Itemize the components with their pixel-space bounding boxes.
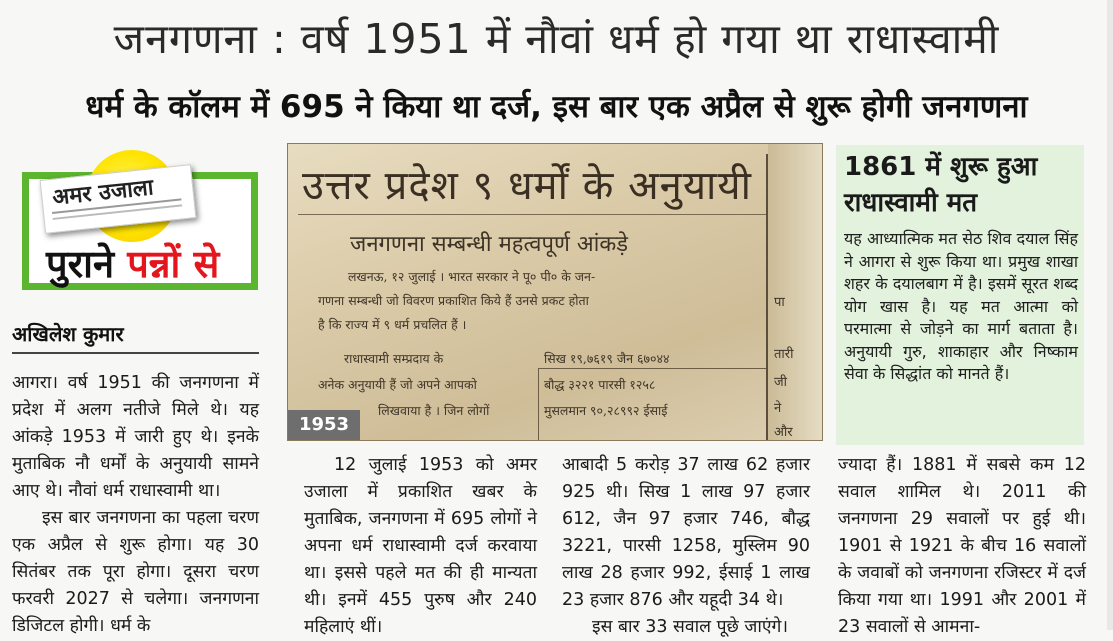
- byline-rule: [12, 352, 259, 354]
- clipping-line: लिखवाया है । जिन लोगों: [378, 403, 490, 418]
- clipping-line: है कि राज्य में ९ धर्म प्रचलित हैं ।: [318, 317, 467, 332]
- clipping-line: सिख १९,७६१९ जैन ६७०४४: [544, 351, 670, 366]
- logo-tagline: [46, 237, 219, 289]
- clipping-line: बौद्ध ३२२१ पारसी १२५८: [544, 377, 656, 392]
- archive-clipping-photo: [287, 143, 823, 441]
- logo-tagline-red: पन्नों से: [127, 242, 220, 286]
- clipping-rule: [298, 214, 768, 215]
- sidebar-box: [836, 145, 1084, 445]
- article-paragraph: 12 जुलाई 1953 को अमर उजाला में प्रकाशित खबर के मुताबिक, जनगणना में 695 लोगों ने अपना धर्म राधास्वामी दर्ज करवाया था। इससे पहले मत की ही मान्यता थी। इनमें 455 पुरुष और 240 महिलाएं थीं।: [304, 455, 537, 637]
- article-paragraph: इस बार 33 सवाल पूछे जाएंगे।: [592, 617, 789, 637]
- clipping-edge-text: पा: [774, 295, 785, 310]
- main-headline: जनगणना : वर्ष 1951 में नौवां धर्म हो गया था राधास्वामी: [113, 15, 1000, 63]
- sub-headline: धर्म के कॉलम में 695 ने किया था दर्ज, इस बार एक अप्रैल से शुरू होगी जनगणना: [85, 89, 1028, 125]
- clipping-line: अनेक अनुयायी हैं जो अपने आपको: [318, 377, 477, 392]
- clipping-edge-text: तारी: [774, 347, 794, 362]
- clipping-line: राधास्वामी सम्प्रदाय के: [344, 351, 444, 366]
- article-column-4: [838, 452, 1086, 641]
- clipping-edge-text: और: [774, 425, 793, 440]
- clipping-title: उत्तर प्रदेश ९ धर्मों के अनुयायी: [302, 163, 752, 209]
- article-paragraph: ज्यादा हैं। 1881 में सबसे कम 12 सवाल शामिल थे। 2011 की जनगणना 29 सवालों पर हुई थी। 1901 से 1921 के बीच 16 सवालों के जवाबों को जनगणना रजिस्टर में दर्ज किया गया था। 1991 और 2001 में 23 सवालों से आमना-: [838, 455, 1086, 637]
- article-paragraph: आगरा। वर्ष 1951 की जनगणना में प्रदेश में अलग नतीजे मिले थे। यह आंकड़े 1953 में जारी हुए थे। इनके मुताबिक नौ धर्मों के अनुयायी सामने आए थे। नौवां धर्म राधास्वामी था।: [12, 373, 259, 501]
- article-column-2: [304, 452, 537, 641]
- byline: अखिलेश कुमार: [12, 322, 124, 346]
- clipping-subtitle: जनगणना सम्बन्धी महत्वपूर्ण आंकड़े: [350, 232, 629, 257]
- clipping-edge-text: ने: [774, 401, 782, 416]
- page-edge: [1107, 0, 1113, 630]
- clipping-line: मुसलमान ९०,२८९९२ ईसाई: [544, 403, 668, 418]
- clipping-edge: [768, 144, 822, 440]
- clipping-line: लखनऊ, १२ जुलाई । भारत सरकार ने पू० पी० के जन-: [348, 269, 596, 284]
- clipping-line: गणना सम्बन्धी जो विवरण प्रकाशित किये हैं उनसे प्रकट होता: [318, 293, 589, 308]
- logo-tagline-black: पुराने: [46, 242, 128, 286]
- article-column-3: [562, 452, 810, 641]
- sidebar-title: 1861 में शुरू हुआ राधास्वामी मत: [844, 152, 1038, 218]
- photo-caption-year: 1953: [288, 410, 360, 440]
- clipping-edge-text: जी: [774, 375, 788, 390]
- article-column-1: [12, 370, 259, 640]
- clipping-table-box: [538, 368, 776, 441]
- article-paragraph: आबादी 5 करोड़ 37 लाख 62 हजार 925 थी। सिख 1 लाख 97 हजार 612, जैन 97 हजार 746, बौद्ध 3221, पारसी 1258, मुस्लिम 90 लाख 28 हजार 992, ईसाई 1 लाख 23 हजार 876 और यहूदी 34 थे।: [562, 455, 810, 610]
- logo-brand: अमर उजाला: [51, 175, 155, 211]
- sidebar-body: यह आध्यात्मिक मत सेठ शिव दयाल सिंह ने आगरा से शुरू किया था। प्रमुख शाखा शहर के दयालबाग में है। इसमें सूरत शब्द योग खास है। यह मत आत्मा को परमात्मा से जोड़ने का मार्ग बताता है। अनुयायी गुरु, शाकाहार और निष्काम सेवा के सिद्धांत को मानते हैं।: [844, 229, 1078, 383]
- article-paragraph: इस बार जनगणना का पहला चरण एक अप्रैल से शुरू होगा। यह 30 सितंबर तक पूरा होगा। दूसरा चरण फरवरी 2027 से चलेगा। जनगणना डिजिटल होगी। धर्म के: [12, 508, 259, 636]
